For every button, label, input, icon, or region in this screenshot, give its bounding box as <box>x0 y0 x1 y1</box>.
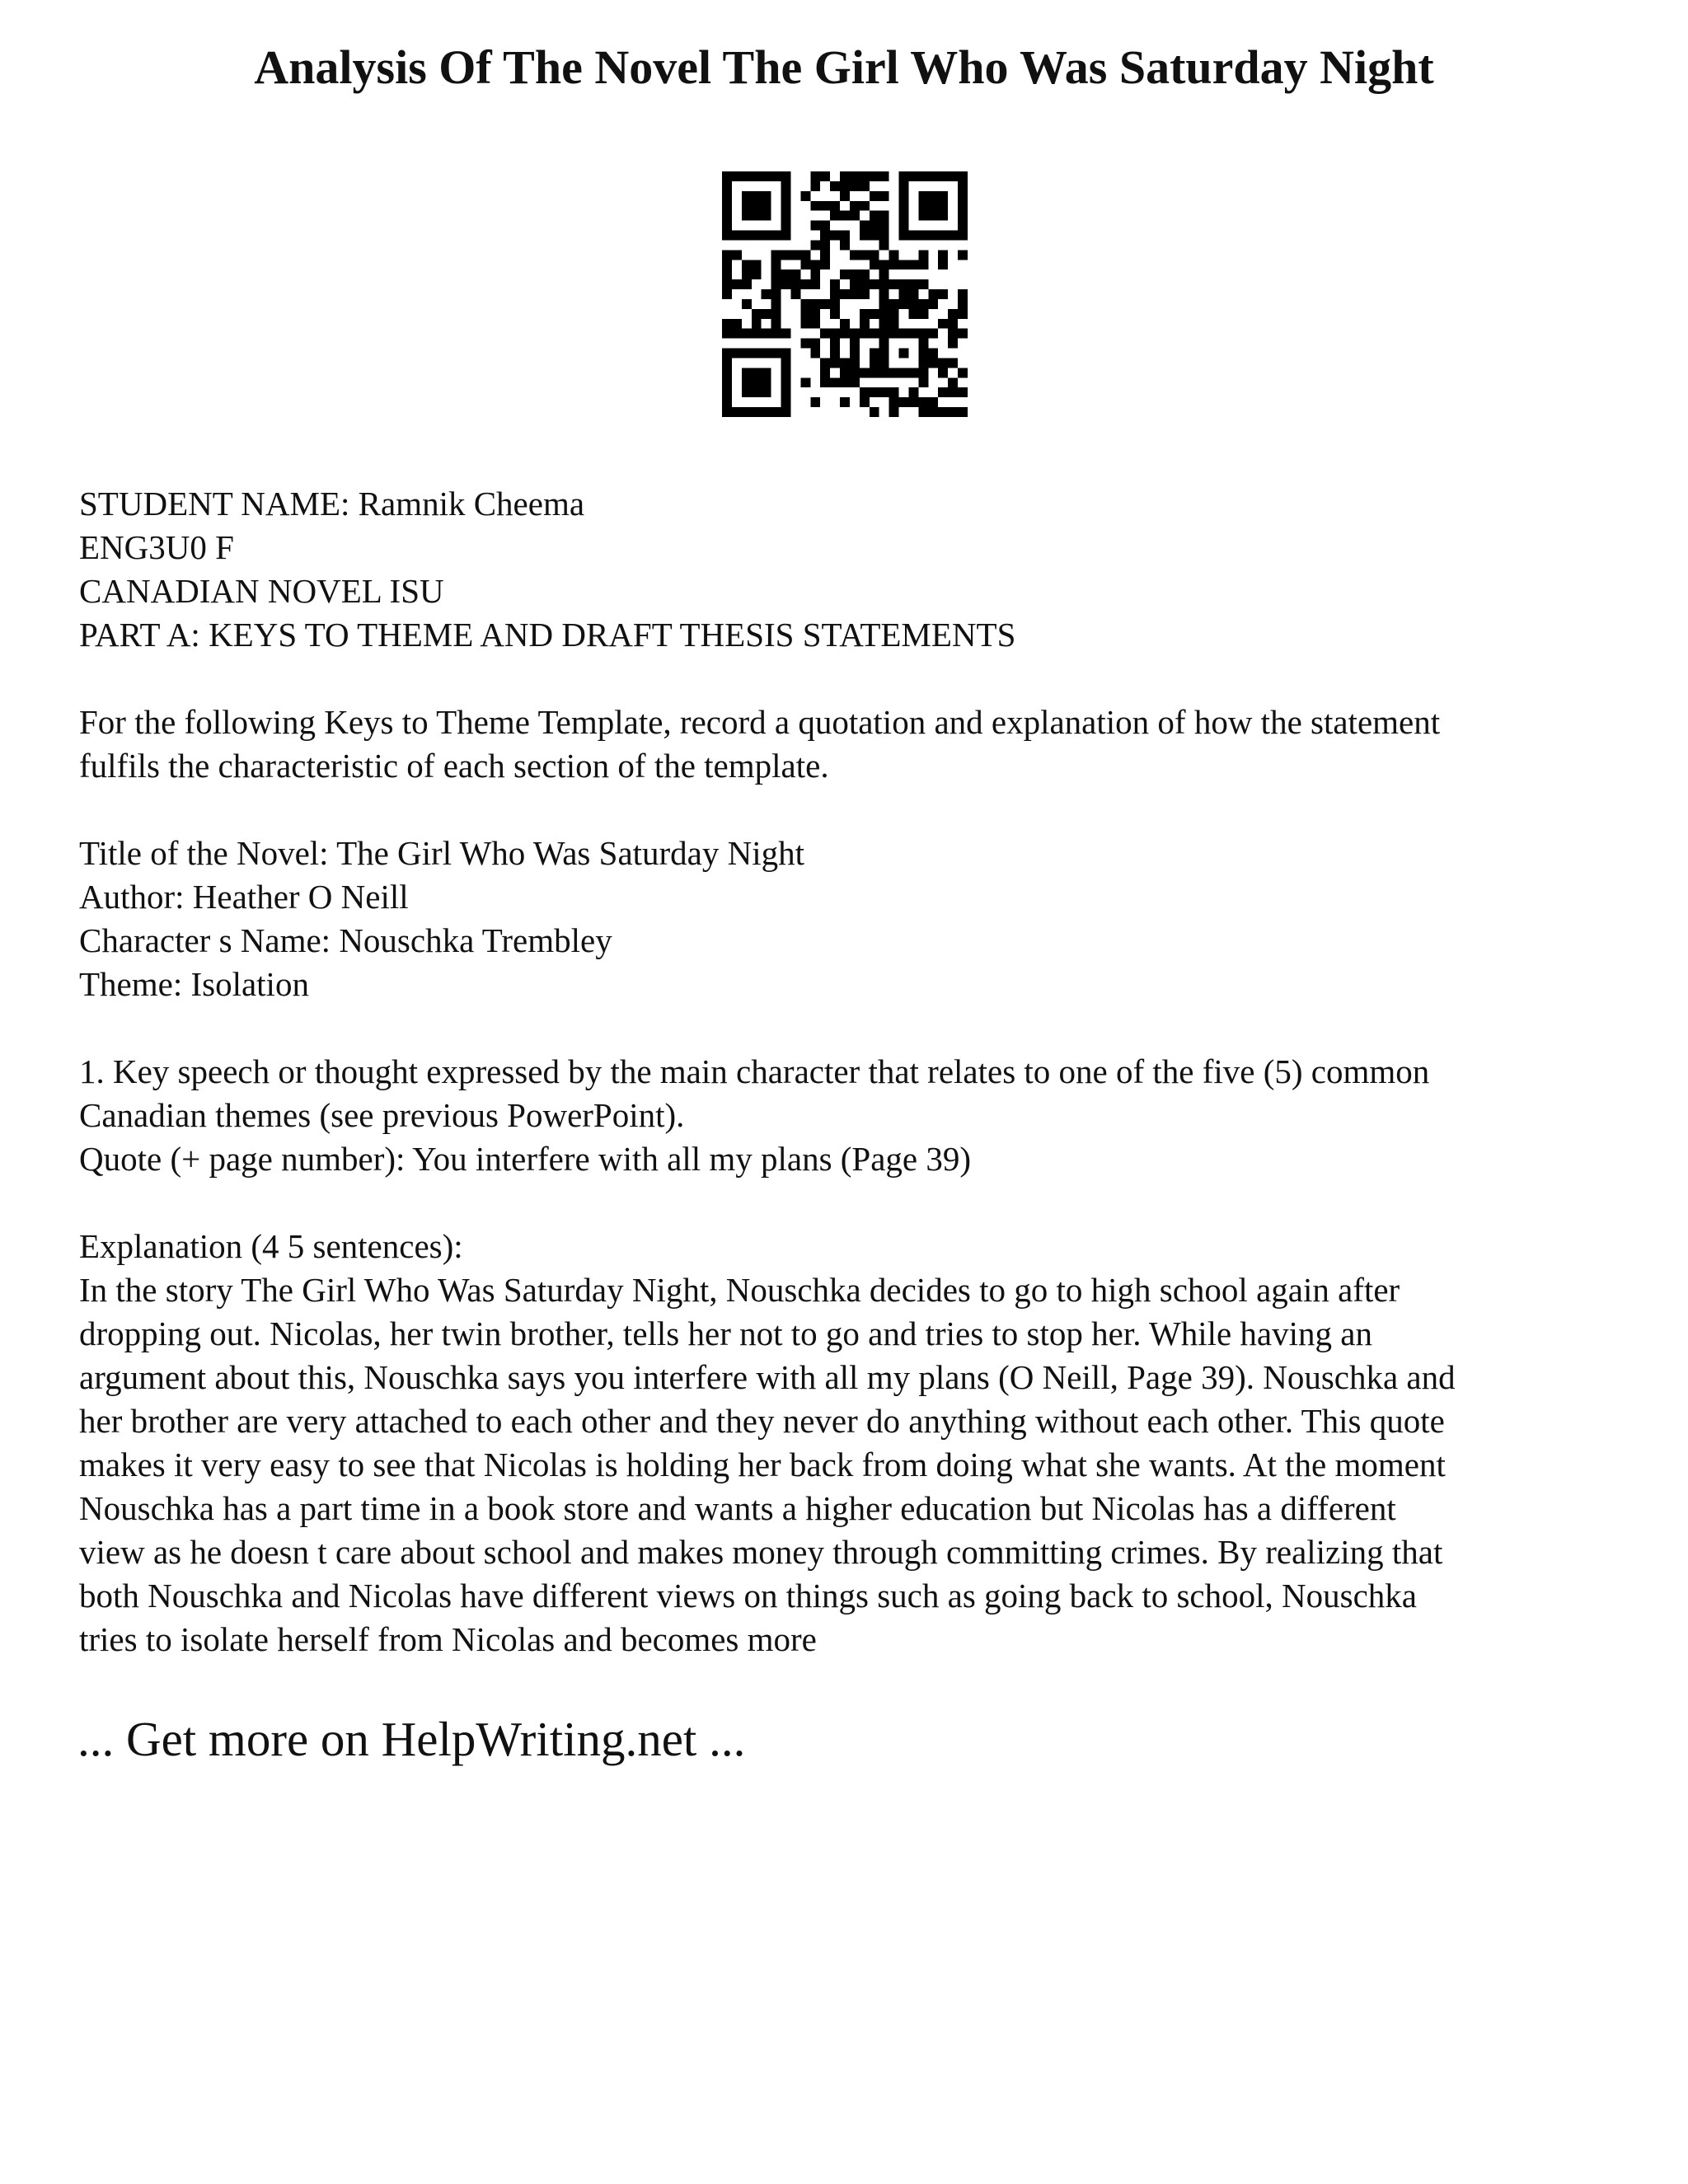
explanation-line: view as he doesn t care about school and makes money through committing crimes. By realizing that <box>79 1533 1443 1571</box>
novel-details-block <box>79 832 1629 1006</box>
instructions-line: For the following Keys to Theme Template, record a quotation and explanation of how the statement <box>79 703 1441 741</box>
explanation-line: Nouschka has a part time in a book store and wants a higher education but Nicolas has a different <box>79 1489 1396 1527</box>
author-line: Author: Heather O Neill <box>79 878 409 916</box>
document-title: Analysis Of The Novel The Girl Who Was Saturday Night <box>254 40 1434 94</box>
character-name-line: Character s Name: Nouschka Trembley <box>79 921 612 959</box>
instructions-paragraph <box>79 701 1629 788</box>
explanation-line: dropping out. Nicolas, her twin brother, tells her not to go and tries to stop her. While having an <box>79 1315 1372 1352</box>
explanation-heading: Explanation (4 5 sentences): <box>79 1227 463 1265</box>
qr-code-icon <box>722 171 968 417</box>
explanation-line: her brother are very attached to each other and they never do anything without each other. This quote <box>79 1402 1445 1440</box>
explanation-line: In the story The Girl Who Was Saturday Night, Nouschka decides to go to high school again after <box>79 1271 1400 1309</box>
explanation-line: makes it very easy to see that Nicolas is holding her back from doing what she wants. At the moment <box>79 1446 1446 1483</box>
explanation-line: both Nouschka and Nicolas have different views on things such as going back to school, Nouschka <box>79 1577 1417 1615</box>
student-name-line: STUDENT NAME: Ramnik Cheema <box>79 485 585 523</box>
get-more-link[interactable]: ... Get more on HelpWriting.net ... <box>77 1712 746 1766</box>
course-code-line: ENG3U0 F <box>79 528 234 566</box>
student-header-block <box>79 482 1629 657</box>
explanation-line: argument about this, Nouschka says you interfere with all my plans (O Neill, Page 39). Nouschka and <box>79 1358 1456 1396</box>
explanation-line: tries to isolate herself from Nicolas and becomes more <box>79 1620 817 1658</box>
instructions-line: fulfils the characteristic of each section of the template. <box>79 747 829 785</box>
novel-title-line: Title of the Novel: The Girl Who Was Saturday Night <box>79 834 805 872</box>
question-block <box>79 1050 1629 1181</box>
document-body <box>79 482 1629 1661</box>
question-line: Canadian themes (see previous PowerPoint). <box>79 1096 685 1134</box>
quote-line: Quote (+ page number): You interfere with all my plans (Page 39) <box>79 1140 972 1178</box>
part-heading-line: PART A: KEYS TO THEME AND DRAFT THESIS STATEMENTS <box>79 616 1016 654</box>
assignment-line: CANADIAN NOVEL ISU <box>79 572 444 610</box>
theme-line: Theme: Isolation <box>79 965 309 1003</box>
question-line: 1. Key speech or thought expressed by the main character that relates to one of the five (5) common <box>79 1052 1430 1090</box>
explanation-block <box>79 1225 1629 1661</box>
